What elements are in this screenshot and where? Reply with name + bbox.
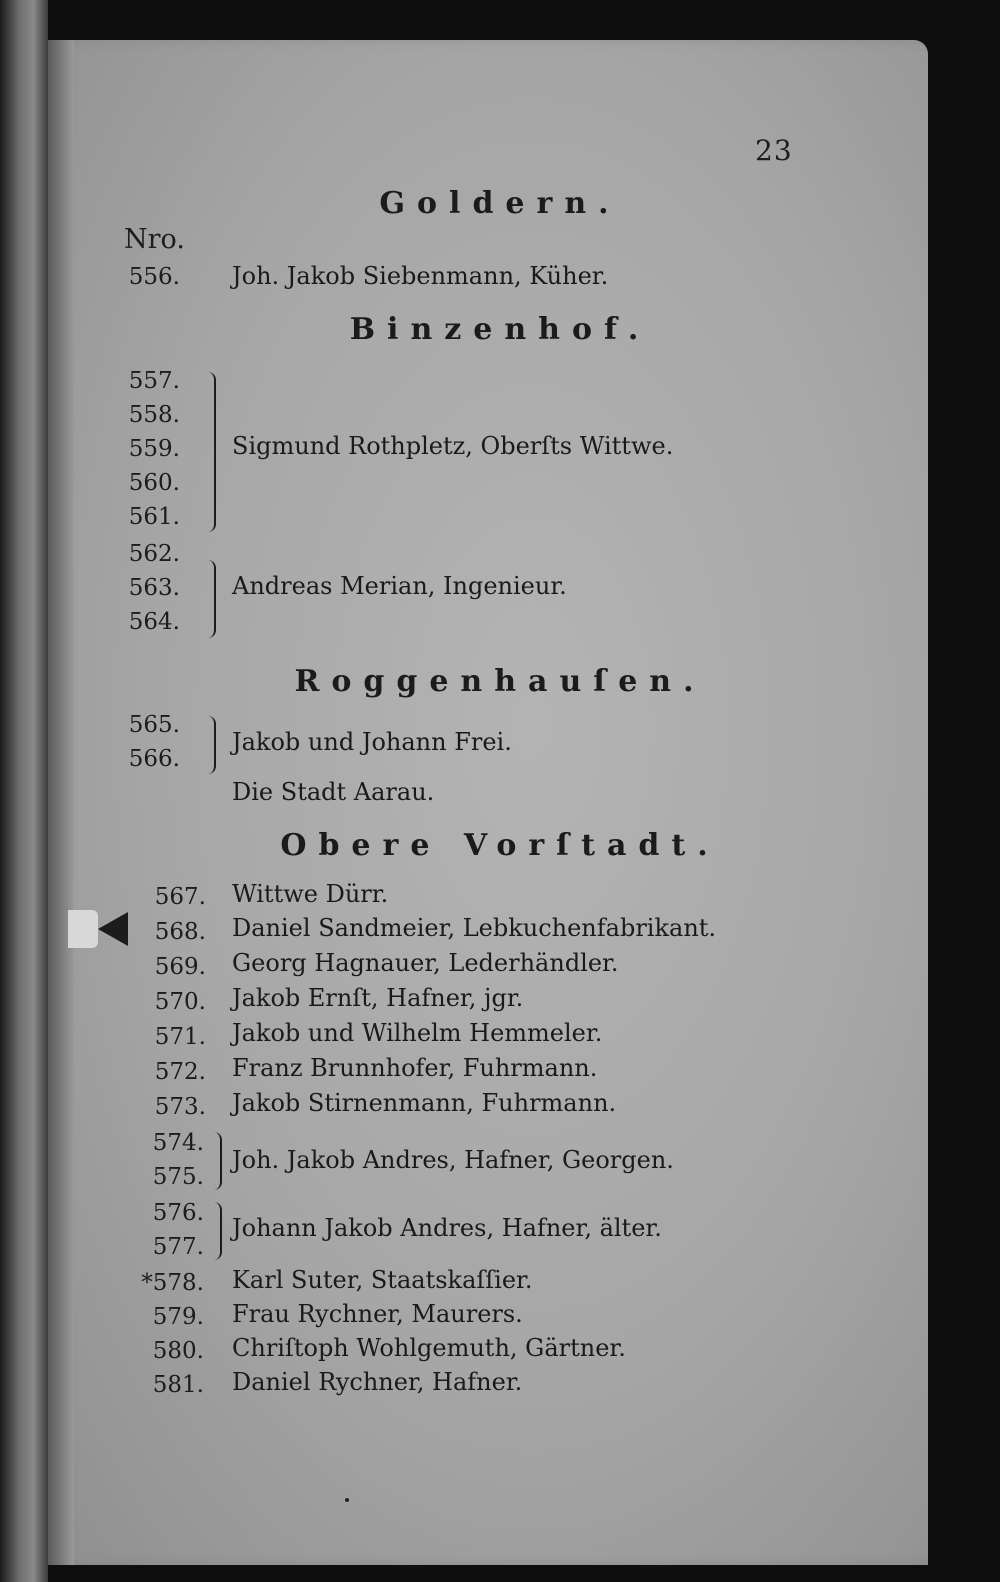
section-heading-obere-vorstadt: Obere Vorſtadt. [280, 828, 720, 863]
entry-number: 570. [154, 989, 206, 1015]
entry-name: Daniel Rychner, Hafner. [232, 1368, 523, 1396]
entry-number: 568. [154, 919, 206, 945]
ink-speck [345, 1498, 349, 1502]
entry-name: Jakob Stirnenmann, Fuhrmann. [232, 1089, 617, 1117]
entry-number: 562. [128, 541, 180, 567]
grouping-brace [210, 1202, 222, 1260]
page-number: 23 [755, 134, 793, 167]
entry-number: 557. [128, 368, 180, 394]
entry-name: Wittwe Dürr. [232, 880, 389, 908]
entry-number: 579. [152, 1304, 204, 1330]
entry-number: 580. [152, 1338, 204, 1364]
entry-number: 574. [152, 1130, 204, 1156]
entry-name: Jakob Ernſt, Hafner, jgr. [232, 984, 524, 1012]
entry-name: Daniel Sandmeier, Lebkuchenfabrikant. [232, 914, 717, 942]
entry-number: 563. [128, 575, 180, 601]
entry-number: 572. [154, 1059, 206, 1085]
grouping-brace [204, 716, 216, 774]
page-tab-notch [68, 910, 98, 948]
entry-name: Johann Jakob Andres, Hafner, älter. [232, 1214, 662, 1242]
entry-number: 561. [128, 504, 180, 530]
entry-number: 565. [128, 712, 180, 738]
entry-name: Sigmund Rothpletz, Oberſts Wittwe. [232, 432, 674, 460]
entry-number: 556. [128, 264, 180, 290]
entry-number: 558. [128, 402, 180, 428]
grouping-brace [204, 372, 216, 532]
entry-number: *578. [141, 1270, 204, 1296]
entry-number: 577. [152, 1234, 204, 1260]
entry-name: Karl Suter, Staatskaſſier. [232, 1266, 533, 1294]
nro-label: Nro. [124, 224, 185, 255]
entry-name: Joh. Jakob Siebenmann, Küher. [232, 262, 609, 290]
entry-number: 569. [154, 954, 206, 980]
page-gutter-shadow [48, 40, 74, 1565]
section-heading-binzenhof: Binzenhof. [349, 312, 651, 347]
entry-name: Joh. Jakob Andres, Hafner, Georgen. [232, 1146, 674, 1174]
entry-number: 571. [154, 1024, 206, 1050]
section-heading-roggenhausen: Roggenhauſen. [294, 664, 706, 699]
entry-name: Die Stadt Aarau. [232, 778, 435, 806]
grouping-brace [204, 560, 216, 638]
section-heading-goldern: Goldern. [379, 186, 621, 221]
entry-name: Jakob und Wilhelm Hemmeler. [232, 1019, 603, 1047]
entry-name: Chriſtoph Wohlgemuth, Gärtner. [232, 1334, 626, 1362]
entry-number: 575. [152, 1164, 204, 1190]
entry-number: 564. [128, 609, 180, 635]
entry-name: Frau Rychner, Maurers. [232, 1300, 523, 1328]
grouping-brace [210, 1132, 222, 1190]
entry-name: Andreas Merian, Ingenieur. [232, 572, 567, 600]
entry-number: 566. [128, 746, 180, 772]
entry-name: Jakob und Johann Frei. [232, 728, 512, 756]
entry-number: 567. [154, 884, 206, 910]
entry-number: 559. [128, 436, 180, 462]
entry-number: 560. [128, 470, 180, 496]
entry-name: Georg Hagnauer, Lederhändler. [232, 949, 619, 977]
entry-name: Franz Brunnhofer, Fuhrmann. [232, 1054, 598, 1082]
book-spine [0, 0, 48, 1582]
entry-number: 576. [152, 1200, 204, 1226]
entry-number: 581. [152, 1372, 204, 1398]
entry-number: 573. [154, 1094, 206, 1120]
